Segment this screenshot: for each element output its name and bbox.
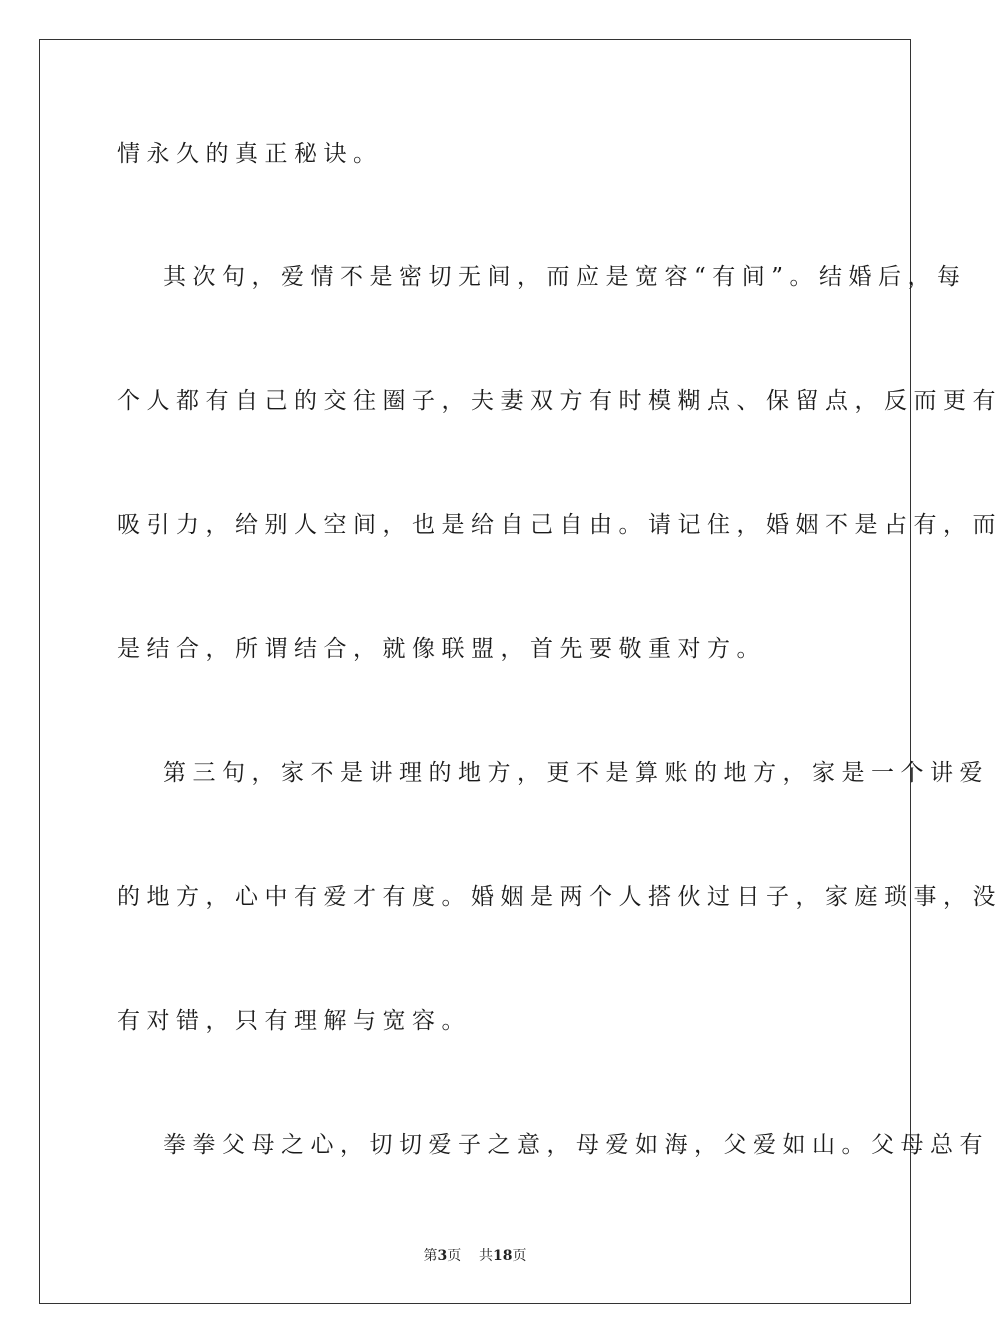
text-line-3: 个人都有自己的交往圈子，夫妻双方有时模糊点、保留点，反而更有: [117, 388, 1002, 414]
total-pages: 18: [493, 1248, 513, 1264]
text-line-8: 有对错，只有理解与宽容。: [117, 1008, 471, 1034]
page-number: 3: [437, 1248, 448, 1264]
text-line-9: 拳拳父母之心，切切爱子之意，母爱如海，父爱如山。父母总有: [163, 1132, 989, 1158]
total-suffix: 页: [512, 1248, 527, 1264]
page-footer: [0, 1247, 950, 1265]
text-line-2: 其次句，爱情不是密切无间，而应是宽容“有间”。结婚后，每: [163, 264, 967, 290]
text-line-6: 第三句，家不是讲理的地方，更不是算账的地方，家是一个讲爱: [163, 760, 989, 786]
text-line-5: 是结合，所谓结合，就像联盟，首先要敬重对方。: [117, 636, 766, 662]
total-prefix: 共: [479, 1248, 494, 1264]
page-suffix: 页: [447, 1248, 462, 1264]
text-line-1: 情永久的真正秘诀。: [117, 141, 383, 167]
page-border: [39, 39, 1002, 1304]
text-line-7: 的地方，心中有爱才有度。婚姻是两个人搭伙过日子，家庭琐事，没: [117, 884, 1002, 910]
text-line-4: 吸引力，给别人空间，也是给自己自由。请记住，婚姻不是占有，而: [117, 512, 1002, 538]
page-prefix: 第: [423, 1248, 438, 1264]
